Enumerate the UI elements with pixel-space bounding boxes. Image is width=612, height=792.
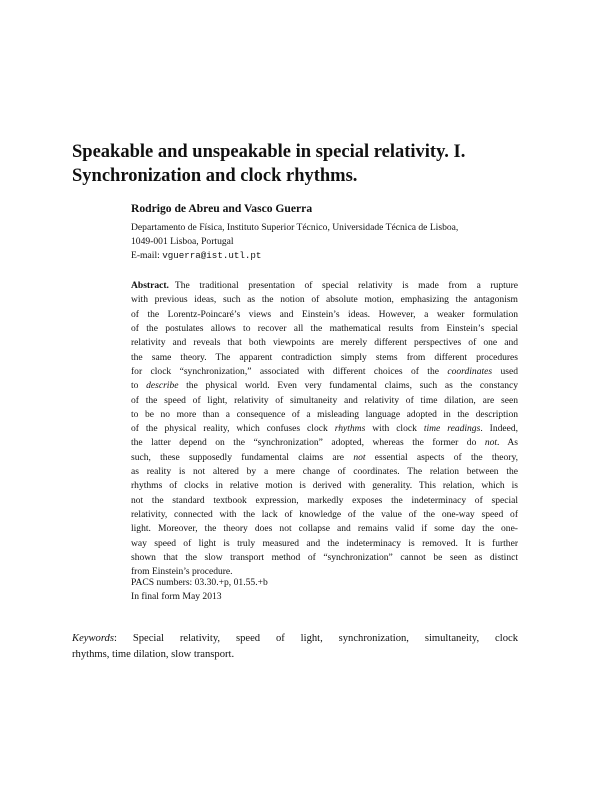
final-form-date: In final form May 2013: [131, 591, 222, 602]
email-address: vguerra@ist.utl.pt: [162, 250, 262, 261]
abstract-text: The traditional presentation of special relativity is made from a rupture: [174, 280, 518, 291]
abstract-emphasis: not: [484, 437, 498, 449]
title-line-2: Synchronization and clock rhythms.: [72, 166, 358, 186]
abstract-text: essential aspects of the theory,: [374, 451, 519, 463]
keywords-label: Keywords: [72, 633, 114, 644]
abstract-line: [131, 436, 518, 450]
abstract-line: of the postulates allows to recover all the mathematical results from Einstein’s special: [131, 322, 518, 334]
abstract-line: [131, 279, 518, 293]
abstract-emphasis: time readings: [423, 423, 481, 435]
abstract-emphasis: rhythms: [334, 423, 366, 435]
affiliation-line-1: Departamento de Física, Instituto Superior Técnico, Universidade Técnica de Lisboa,: [131, 222, 459, 233]
abstract: [131, 279, 518, 580]
email-line: [131, 250, 261, 261]
abstract-text: to: [131, 380, 139, 392]
abstract-line: [131, 365, 518, 379]
author-list: Rodrigo de Abreu and Vasco Guerra: [131, 202, 313, 215]
abstract-text: the latter depend on the “synchronization” adopted, whereas the former do: [131, 437, 477, 449]
abstract-text: for clock “synchronization,” associated with different choices of the: [131, 365, 439, 377]
abstract-line: way speed of light is truly measured and the indeterminacy is removed. It is further: [131, 537, 518, 549]
keywords-block: [72, 631, 518, 662]
abstract-line: of the Lorentz-Poincaré’s views and Einstein’s ideas. However, a weaker formulation: [131, 308, 518, 320]
keywords-text: Special relativity, speed of light, synchronization, simultaneity, clock: [132, 633, 518, 644]
abstract-line: the same theory. The apparent contradiction simply stems from different procedures: [131, 351, 518, 363]
abstract-line: with previous ideas, such as the notion of absolute motion, emphasizing the antagonism: [131, 294, 518, 306]
abstract-emphasis: describe: [146, 380, 179, 392]
abstract-line: to be no more than a consequence of a misleading language adopted in the description: [131, 408, 518, 420]
abstract-line: [131, 422, 518, 436]
abstract-text: such, these supposedly fundamental claims are: [131, 451, 345, 463]
abstract-line: shown that the slow transport method of “synchronization” cannot be seen as distinct: [131, 551, 518, 563]
abstract-line: of the speed of light, relativity of simultaneity and relativity of time dilation, are seen: [131, 394, 518, 406]
pacs-block: [131, 576, 268, 604]
affiliation: [131, 221, 521, 249]
abstract-emphasis: coordinates: [447, 365, 493, 377]
abstract-text: with clock: [372, 423, 417, 435]
affiliation-line-2: 1049-001 Lisboa, Portugal: [131, 236, 234, 247]
abstract-emphasis: not: [353, 451, 366, 463]
pacs-numbers: PACS numbers: 03.30.+p, 01.55.+b: [131, 577, 268, 588]
abstract-text: . Indeed,: [480, 423, 519, 435]
keywords-line-1: Keywords: Special relativity, speed of light, synchronization, simultaneity, clock: [72, 633, 518, 644]
abstract-line: not the standard textbook expression, markedly exposes the indeterminacy of special: [131, 494, 518, 506]
abstract-heading: Abstract.: [131, 280, 169, 291]
abstract-line: light. Moreover, the theory does not collapse and remains valid if some day the one-: [131, 523, 518, 535]
abstract-text: the physical world. Even very fundamental claims, such as the constancy: [186, 380, 518, 392]
abstract-line: [131, 451, 518, 465]
paper-title: [72, 140, 542, 188]
abstract-line: relativity, connected with the lack of knowledge of the value of the one-way speed of: [131, 509, 518, 520]
abstract-line: rhythms of clocks in relative motion is derived with generality. This relation, which is: [131, 480, 518, 492]
title-line-1: Speakable and unspeakable in special relativity. I.: [72, 142, 466, 162]
abstract-line: [131, 379, 518, 393]
abstract-text: of the physical reality, which confuses clock: [131, 423, 328, 435]
abstract-line: as reality is not altered by a mere change of coordinates. The relation between the: [131, 466, 518, 478]
email-label: E-mail:: [131, 250, 160, 261]
abstract-line: relativity and reveals that both viewpoints are merely different perspectives of one and: [131, 337, 518, 349]
abstract-text: used: [500, 365, 518, 377]
abstract-line: from Einstein’s procedure.: [131, 566, 233, 578]
abstract-text: . As: [497, 437, 518, 449]
keywords-line-2: rhythms, time dilation, slow transport.: [72, 648, 235, 660]
